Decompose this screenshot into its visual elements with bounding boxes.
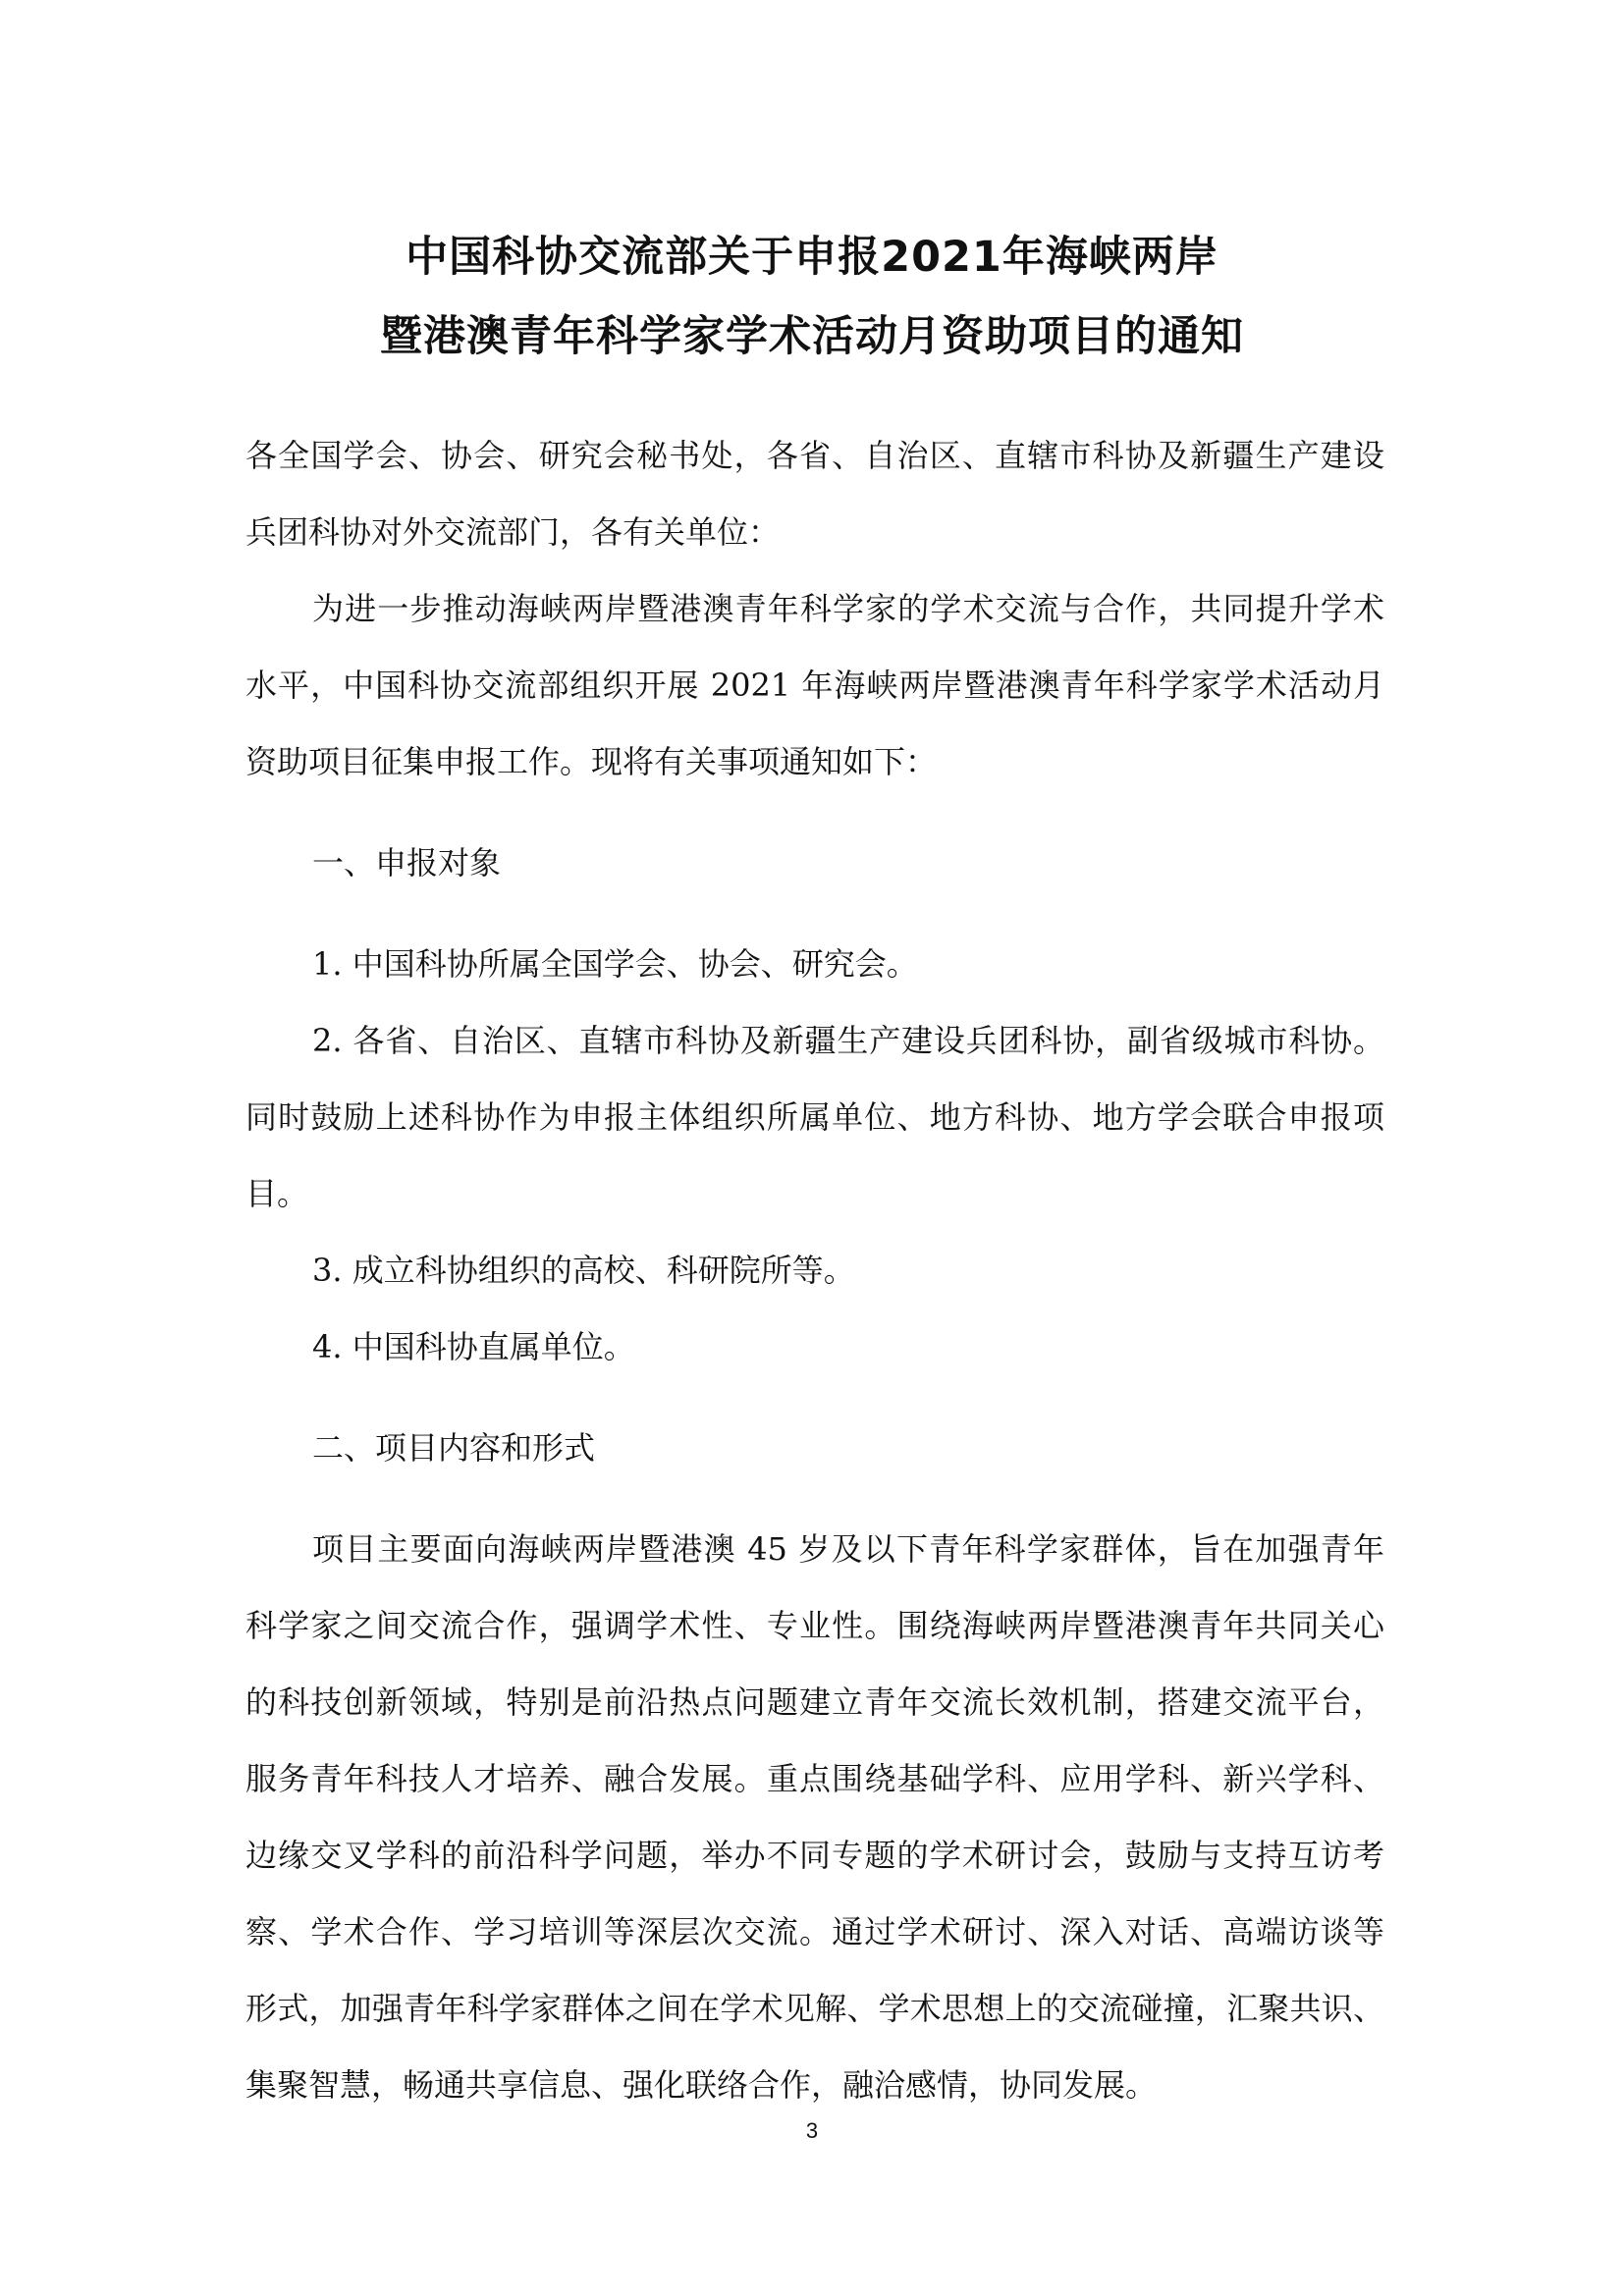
- section-1-item-1: 1. 中国科协所属全国学会、协会、研究会。: [312, 945, 918, 983]
- section-1-item-2-line-2: 同时鼓励上述科协作为申报主体组织所属单位、地方科协、地方学会联合申报项: [245, 1098, 1384, 1136]
- section-1-item-2-line-1: 2. 各省、自治区、直辖市科协及新疆生产建设兵团科协，副省级城市科协。: [312, 1022, 1384, 1059]
- section-2-line-7: 形式，加强青年科学家群体之间在学术见解、学术思想上的交流碰撞，汇聚共识、: [245, 1990, 1384, 2027]
- document-title-line-1: 中国科协交流部关于申报2021年海峡两岸: [406, 233, 1218, 282]
- intro-line-3: 资助项目征集申报工作。现将有关事项通知如下：: [245, 743, 938, 780]
- section-2-line-6: 察、学术合作、学习培训等深层次交流。通过学术研讨、深入对话、高端访谈等: [245, 1913, 1384, 1950]
- section-2-line-2: 科学家之间交流合作，强调学术性、专业性。围绕海峡两岸暨港澳青年共同关心: [245, 1607, 1384, 1644]
- section-2-line-8: 集聚智慧，畅通共享信息、强化联络合作，融洽感情，协同发展。: [245, 2066, 1158, 2104]
- section-1-item-4: 4. 中国科协直属单位。: [312, 1328, 635, 1365]
- addressee-line-1: 各全国学会、协会、研究会秘书处，各省、自治区、直辖市科协及新疆生产建设: [245, 437, 1384, 474]
- intro-line-1: 为进一步推动海峡两岸暨港澳青年科学家的学术交流与合作，共同提升学术: [312, 590, 1384, 627]
- intro-line-2: 水平，中国科协交流部组织开展 2021 年海峡两岸暨港澳青年科学家学术活动月: [245, 667, 1384, 704]
- page-number: 3: [805, 2118, 819, 2143]
- section-1-item-2-line-3: 目。: [245, 1175, 309, 1212]
- document-title-line-2: 暨港澳青年科学家学术活动月资助项目的通知: [380, 312, 1244, 361]
- section-2-line-5: 边缘交叉学科的前沿科学问题，举办不同专题的学术研讨会，鼓励与支持互访考: [245, 1837, 1384, 1874]
- section-2-heading: 二、项目内容和形式: [312, 1429, 596, 1467]
- section-2-line-3: 的科技创新领域，特别是前沿热点问题建立青年交流长效机制，搭建交流平台，: [245, 1683, 1384, 1721]
- section-1-heading: 一、申报对象: [312, 844, 502, 881]
- addressee-line-2: 兵团科协对外交流部门，各有关单位：: [245, 513, 781, 551]
- section-1-item-3: 3. 成立科协组织的高校、科研院所等。: [312, 1252, 855, 1289]
- section-2-line-4: 服务青年科技人才培养、融合发展。重点围绕基础学科、应用学科、新兴学科、: [245, 1760, 1384, 1797]
- section-2-line-1: 项目主要面向海峡两岸暨港澳 45 岁及以下青年科学家群体，旨在加强青年: [312, 1530, 1384, 1568]
